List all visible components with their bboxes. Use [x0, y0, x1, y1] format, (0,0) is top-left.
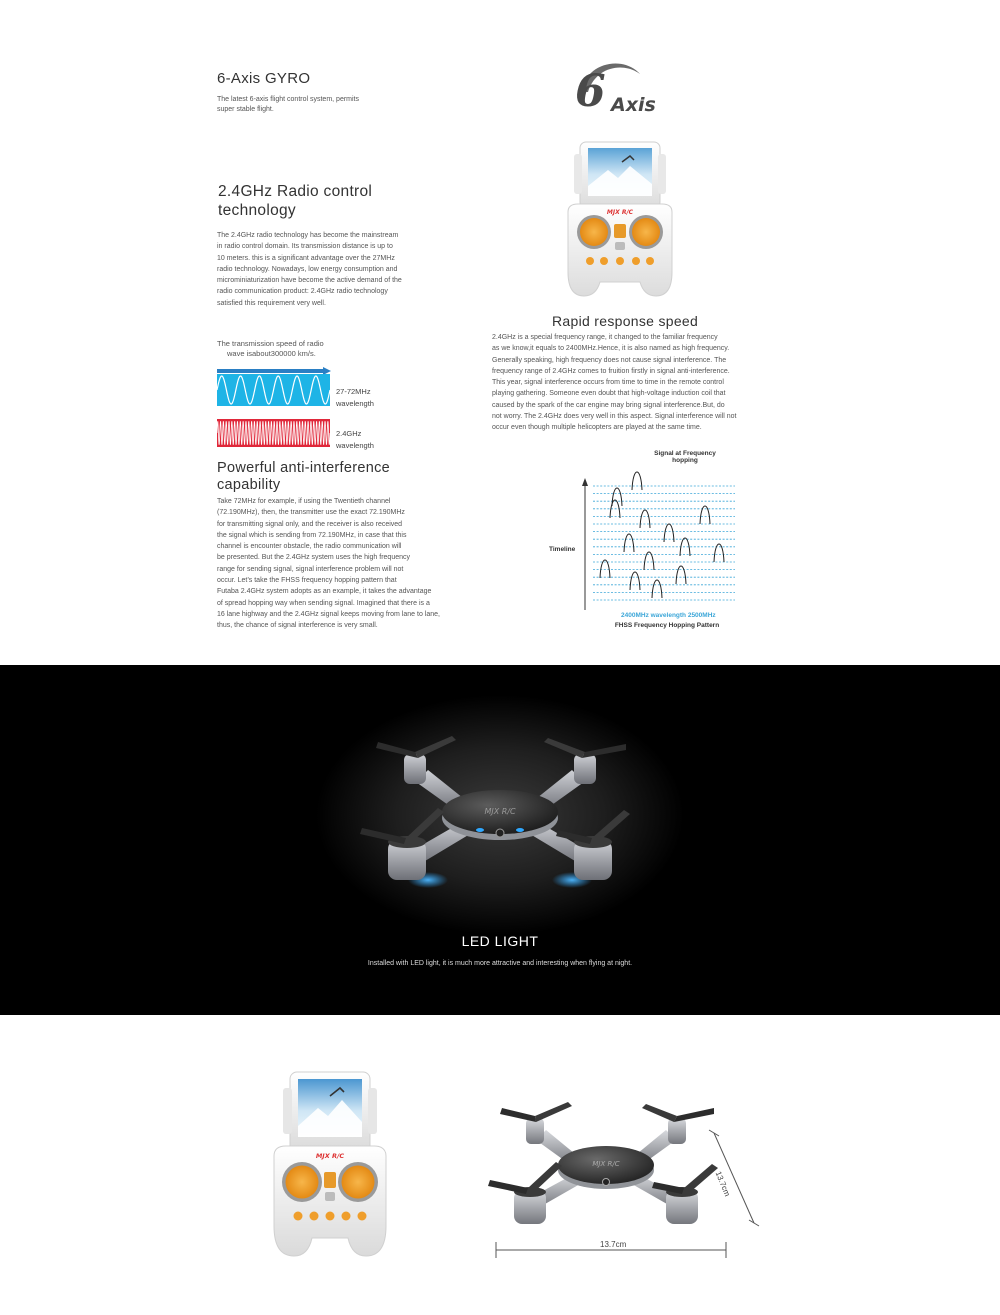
wave-label: wavelength — [336, 399, 374, 408]
led-desc: Installed with LED light, it is much more attractive and interesting when flying at night. — [367, 960, 633, 967]
anti-line: range for sending signal, signal interference problem will not — [217, 565, 404, 573]
gyro-title: 6-Axis GYRO — [217, 70, 311, 87]
anti-line: the signal which is sending from 72.190MHz, in case that this — [217, 531, 407, 539]
gyro-desc-line: The latest 6-axis flight control system, permits — [217, 96, 359, 103]
anti-paragraph — [217, 496, 492, 632]
fhss-hop — [652, 580, 662, 598]
controller-image — [560, 140, 680, 300]
fhss-hop — [600, 560, 610, 578]
anti-line: 16 lane highway and the 2.4GHz signal keeps moving from lane to lane, — [217, 610, 440, 618]
axis-number: 6 — [575, 66, 606, 117]
radio-line: satisfied this requirement very well. — [217, 299, 326, 307]
width-dimension-label: 13.7cm — [600, 1240, 627, 1249]
fhss-hop — [676, 566, 686, 584]
fhss-hop — [632, 472, 642, 490]
fhss-axis-arrow-icon — [582, 478, 588, 486]
axis-word: Axis — [611, 94, 656, 116]
svg-text:MJX R/C: MJX R/C — [606, 209, 634, 216]
radio-line: microminiaturization have become the active demand of the — [217, 277, 402, 285]
fhss-hop — [624, 534, 634, 552]
fhss-hop — [612, 488, 622, 506]
speed-line: wave isabout300000 km/s. — [227, 349, 316, 358]
anti-line: (72.190MHz), then, the transmitter use the exact 72.190MHz — [217, 509, 405, 517]
anti-line: Futaba 2.4GHz system adopts as an example, it takes the advantage — [217, 588, 432, 596]
wave-label: wavelength — [336, 441, 374, 450]
high-frequency-wave-curve — [217, 422, 330, 445]
anti-title-line: Powerful anti-interference — [217, 460, 391, 476]
fhss-range-label: 2400MHz wavelength 2500MHz — [621, 612, 716, 619]
fhss-signal-label-line: hopping — [672, 457, 698, 464]
low-frequency-wave — [217, 374, 330, 406]
depth-dimension-line — [705, 1128, 765, 1228]
radio-line: radio communication product: 2.4GHz radio technology — [217, 288, 388, 296]
rapid-line: as we know,it equals to 2400MHz.Hence, it is also named as high frequency. — [492, 345, 730, 353]
anti-line: be presented. But the 2.4GHz system uses the high frequency — [217, 554, 410, 562]
anti-line: channel is encounter obstacle, the radio communication will — [217, 543, 402, 551]
fhss-diagram — [545, 448, 745, 633]
radio-paragraph — [217, 230, 477, 309]
svg-text:MJX R/C: MJX R/C — [592, 1160, 620, 1168]
gyro-desc-line: super stable flight. — [217, 106, 274, 113]
fhss-hop — [640, 510, 650, 528]
rapid-line: 2.4GHz is a special frequency range, it changed to the familiar frequency — [492, 334, 718, 341]
fhss-caption: FHSS Frequency Hopping Pattern — [614, 622, 720, 629]
radio-title-line: technology — [218, 202, 296, 219]
rapid-line: playing gathering. Someone even doubt that high-voltage induction coil that — [492, 390, 726, 398]
radio-line: 10 meters. this is a significant advantage over the 27MHz — [217, 254, 395, 262]
anti-line: occur. Let’s take the FHSS frequency hopping pattern that — [217, 577, 397, 585]
svg-text:MJX R/C: MJX R/C — [315, 1152, 345, 1160]
wave-label: 27-72MHz — [336, 387, 371, 396]
rapid-line: frequency range of 2.4GHz comes to fruition firstly in signal anti-interference. — [492, 367, 730, 375]
speed-line: The transmission speed of radio — [217, 339, 324, 348]
rapid-line: This year, signal interference occurs from time to time in the remote control — [492, 379, 724, 387]
rapid-line: occur even though multiple helicopters are played at the same time. — [492, 424, 702, 432]
anti-line: thus, the chance of signal interference is very small. — [217, 622, 378, 630]
rapid-line: caused by the spark of the car engine may bring signal interference.But, do — [492, 401, 725, 409]
anti-line: for transmitting signal only, and the receiver is also received — [217, 520, 403, 528]
drone-image-dimensions — [488, 1098, 723, 1233]
rapid-paragraph — [492, 332, 792, 434]
rapid-line: Generally speaking, high frequency does not cause signal interference. The — [492, 356, 727, 364]
fhss-hop — [630, 572, 640, 590]
svg-text:MJX R/C: MJX R/C — [484, 807, 516, 816]
fhss-signal-label-line: Signal at Frequency — [654, 450, 716, 457]
speed-arrow — [217, 362, 331, 370]
high-frequency-wave — [217, 419, 330, 451]
anti-title-line: capability — [217, 477, 281, 493]
rapid-title: Rapid response speed — [552, 313, 699, 329]
controller-image-large — [270, 1070, 390, 1260]
depth-dimension-label: 13.7cm — [713, 1170, 732, 1198]
rapid-line: not worry. The 2.4GHz does very well in this aspect. Signal interference will not — [492, 413, 737, 421]
radio-line: in radio control domain. Its transmission distance is up to — [217, 243, 393, 251]
fhss-timeline-label: Timeline — [549, 546, 576, 553]
radio-line: radio technology. Nowadays, low energy consumption and — [217, 265, 398, 273]
radio-title-line: 2.4GHz Radio control — [218, 183, 373, 200]
led-section — [0, 665, 1000, 1015]
six-axis-logo — [572, 52, 672, 122]
drone-image-night — [358, 730, 642, 890]
anti-line: of spread hopping way when sending signal. Imagined that there is a — [217, 599, 430, 607]
anti-line: Take 72MHz for example, if using the Twentieth channel — [217, 498, 391, 505]
radio-line: The 2.4GHz radio technology has become the mainstream — [217, 232, 399, 239]
wave-label: 2.4GHz — [336, 429, 362, 438]
led-title: LED LIGHT — [461, 933, 539, 949]
